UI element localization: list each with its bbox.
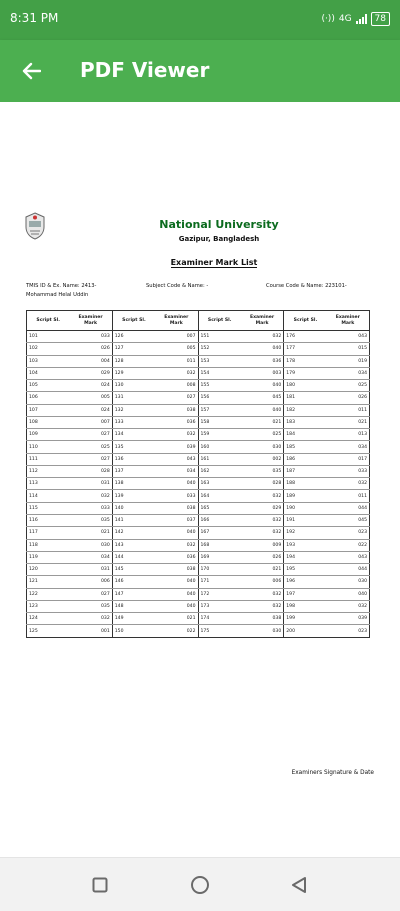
examiner-mark-cell: 011: [327, 490, 370, 502]
navigation-bar: [0, 857, 400, 911]
script-serial-cell: 108: [27, 416, 70, 428]
examiner-mark-cell: 031: [69, 564, 112, 576]
examiner-mark-cell: 035: [241, 465, 284, 477]
examiner-mark-cell: 033: [69, 331, 112, 343]
circle-icon: [190, 875, 210, 895]
examiner-mark-cell: 006: [69, 576, 112, 588]
examiner-mark-cell: 005: [155, 343, 198, 355]
status-icons: [321, 10, 390, 28]
examiner-mark-cell: 028: [69, 465, 112, 477]
examiner-mark-cell: 032: [241, 588, 284, 600]
script-serial-cell: 129: [112, 367, 155, 379]
examiner-mark-cell: 032: [155, 367, 198, 379]
table-row: [27, 404, 370, 416]
examiner-mark-cell: 004: [69, 355, 112, 367]
script-serial-cell: 105: [27, 380, 70, 392]
examiner-mark-cell: 021: [241, 416, 284, 428]
script-serial-cell: 199: [284, 613, 327, 625]
table-row: [27, 514, 370, 526]
examiner-mark-cell: 039: [327, 613, 370, 625]
arrow-left-icon: [21, 62, 41, 80]
examiner-mark-cell: 032: [327, 600, 370, 612]
examiner-mark-cell: 030: [69, 539, 112, 551]
script-serial-cell: 147: [112, 588, 155, 600]
script-serial-cell: 126: [112, 331, 155, 343]
examiner-mark-cell: 040: [241, 404, 284, 416]
script-serial-cell: 124: [27, 613, 70, 625]
examiner-mark-cell: 045: [241, 392, 284, 404]
examiner-mark-cell: 032: [69, 613, 112, 625]
script-serial-cell: 159: [198, 429, 241, 441]
tmis-line-2: Mohammad Helal Uddin: [26, 292, 89, 298]
table-row: [27, 453, 370, 465]
examiner-mark-cell: 032: [241, 527, 284, 539]
script-serial-cell: 121: [27, 576, 70, 588]
triangle-back-icon: [291, 876, 307, 894]
script-serial-cell: 155: [198, 380, 241, 392]
column-header: Examiner Mark: [155, 311, 198, 331]
table-row: [27, 367, 370, 379]
script-serial-cell: 142: [112, 527, 155, 539]
system-back-button[interactable]: [286, 873, 312, 897]
examiner-mark-cell: 027: [69, 453, 112, 465]
examiner-mark-cell: 040: [155, 588, 198, 600]
script-serial-cell: 115: [27, 502, 70, 514]
examiner-mark-cell: 040: [155, 527, 198, 539]
script-serial-cell: 139: [112, 490, 155, 502]
script-serial-cell: 101: [27, 331, 70, 343]
table-row: [27, 416, 370, 428]
script-serial-cell: 117: [27, 527, 70, 539]
examiner-mark-cell: 035: [69, 600, 112, 612]
script-serial-cell: 164: [198, 490, 241, 502]
script-serial-cell: 195: [284, 564, 327, 576]
examiner-mark-cell: 032: [241, 490, 284, 502]
signature-label: Examiners Signature & Date: [291, 770, 374, 776]
examiner-mark-cell: 035: [69, 514, 112, 526]
recent-apps-button[interactable]: [87, 873, 113, 897]
script-serial-cell: 161: [198, 453, 241, 465]
examiner-mark-cell: 025: [327, 380, 370, 392]
script-serial-cell: 190: [284, 502, 327, 514]
script-serial-cell: 171: [198, 576, 241, 588]
examiner-mark-cell: 023: [327, 625, 370, 638]
document-title: [18, 258, 380, 267]
script-serial-cell: 152: [198, 343, 241, 355]
examiner-mark-cell: 005: [69, 392, 112, 404]
script-serial-cell: 198: [284, 600, 327, 612]
examiner-mark-cell: 027: [69, 588, 112, 600]
column-header: Examiner Mark: [69, 311, 112, 331]
examiner-mark-cell: 006: [241, 576, 284, 588]
examiner-mark-cell: 025: [241, 429, 284, 441]
examiner-mark-cell: 026: [69, 343, 112, 355]
examiner-mark-cell: 036: [155, 551, 198, 563]
script-serial-cell: 183: [284, 416, 327, 428]
square-icon: [92, 877, 108, 893]
table-row: [27, 343, 370, 355]
examiner-mark-cell: 032: [69, 490, 112, 502]
script-serial-cell: 187: [284, 465, 327, 477]
examiner-mark-cell: 021: [69, 527, 112, 539]
script-serial-cell: 192: [284, 527, 327, 539]
script-serial-cell: 131: [112, 392, 155, 404]
battery-icon: 78: [371, 12, 390, 26]
mark-rows: [27, 331, 370, 638]
script-serial-cell: 196: [284, 576, 327, 588]
examiner-mark-cell: 007: [155, 331, 198, 343]
examiner-mark-cell: 029: [241, 502, 284, 514]
examiner-mark-cell: 036: [241, 355, 284, 367]
examiner-mark-cell: 032: [241, 600, 284, 612]
script-serial-cell: 123: [27, 600, 70, 612]
tmis-info: [26, 282, 136, 300]
script-serial-cell: 146: [112, 576, 155, 588]
script-serial-cell: 185: [284, 441, 327, 453]
examiner-mark-cell: 024: [69, 404, 112, 416]
subject-info: Subject Code & Name: -: [146, 283, 209, 289]
script-serial-cell: 153: [198, 355, 241, 367]
script-serial-cell: 128: [112, 355, 155, 367]
table-row: [27, 576, 370, 588]
examiner-mark-cell: 043: [327, 551, 370, 563]
table-row: [27, 527, 370, 539]
script-serial-cell: 132: [112, 404, 155, 416]
examiner-mark-cell: 003: [241, 367, 284, 379]
script-serial-cell: 116: [27, 514, 70, 526]
script-serial-cell: 176: [284, 331, 327, 343]
script-serial-cell: 172: [198, 588, 241, 600]
script-serial-cell: 138: [112, 478, 155, 490]
examiner-mark-cell: 030: [241, 625, 284, 638]
script-serial-cell: 173: [198, 600, 241, 612]
tmis-line-1: TMIS ID & Ex. Name: 2413-: [26, 283, 97, 289]
column-header: Script Sl.: [27, 311, 70, 331]
examiner-mark-cell: 026: [241, 551, 284, 563]
examiner-mark-cell: 038: [241, 613, 284, 625]
script-serial-cell: 102: [27, 343, 70, 355]
signal-icon: [356, 14, 367, 24]
script-serial-cell: 189: [284, 490, 327, 502]
examiner-mark-cell: 040: [241, 343, 284, 355]
script-serial-cell: 157: [198, 404, 241, 416]
examiner-mark-cell: 026: [327, 392, 370, 404]
examiner-mark-cell: 015: [327, 343, 370, 355]
script-serial-cell: 144: [112, 551, 155, 563]
table-row: [27, 490, 370, 502]
table-header-row: [27, 311, 370, 331]
table-row: [27, 502, 370, 514]
pdf-page: [18, 212, 380, 802]
script-serial-cell: 107: [27, 404, 70, 416]
table-row: [27, 564, 370, 576]
home-button[interactable]: [187, 873, 213, 897]
app-title: PDF Viewer: [80, 58, 210, 82]
examiner-mark-cell: 011: [155, 355, 198, 367]
examiner-mark-cell: 040: [241, 380, 284, 392]
script-serial-cell: 113: [27, 478, 70, 490]
examiner-mark-cell: 036: [155, 416, 198, 428]
column-header: Examiner Mark: [327, 311, 370, 331]
script-serial-cell: 167: [198, 527, 241, 539]
mark-table: [26, 310, 370, 638]
examiner-mark-cell: 008: [155, 380, 198, 392]
script-serial-cell: 181: [284, 392, 327, 404]
examiner-mark-cell: 034: [327, 441, 370, 453]
examiner-mark-cell: 032: [155, 539, 198, 551]
examiner-mark-cell: 037: [155, 514, 198, 526]
table-row: [27, 613, 370, 625]
script-serial-cell: 186: [284, 453, 327, 465]
university-name: National University: [159, 218, 279, 231]
script-serial-cell: 178: [284, 355, 327, 367]
examiner-mark-cell: 011: [327, 404, 370, 416]
column-header: Examiner Mark: [241, 311, 284, 331]
script-serial-cell: 191: [284, 514, 327, 526]
document-title-text: Examiner Mark List: [170, 258, 258, 267]
examiner-mark-cell: 034: [155, 465, 198, 477]
examiner-mark-cell: 032: [241, 331, 284, 343]
examiner-mark-cell: 038: [155, 502, 198, 514]
column-header: Script Sl.: [284, 311, 327, 331]
examiner-mark-cell: 033: [69, 502, 112, 514]
script-serial-cell: 179: [284, 367, 327, 379]
script-serial-cell: 170: [198, 564, 241, 576]
script-serial-cell: 163: [198, 478, 241, 490]
script-serial-cell: 150: [112, 625, 155, 638]
script-serial-cell: 166: [198, 514, 241, 526]
script-serial-cell: 111: [27, 453, 70, 465]
script-serial-cell: 197: [284, 588, 327, 600]
script-serial-cell: 180: [284, 380, 327, 392]
script-serial-cell: 119: [27, 551, 70, 563]
script-serial-cell: 141: [112, 514, 155, 526]
script-serial-cell: 188: [284, 478, 327, 490]
examiner-mark-cell: 030: [327, 576, 370, 588]
table-row: [27, 551, 370, 563]
script-serial-cell: 127: [112, 343, 155, 355]
examiner-mark-cell: 043: [155, 453, 198, 465]
script-serial-cell: 184: [284, 429, 327, 441]
status-bar: [0, 0, 400, 40]
examiner-mark-cell: 040: [155, 478, 198, 490]
script-serial-cell: 162: [198, 465, 241, 477]
table-row: [27, 355, 370, 367]
script-serial-cell: 136: [112, 453, 155, 465]
script-serial-cell: 169: [198, 551, 241, 563]
examiner-mark-cell: 028: [241, 478, 284, 490]
script-serial-cell: 110: [27, 441, 70, 453]
script-serial-cell: 200: [284, 625, 327, 638]
examiner-mark-cell: 029: [69, 367, 112, 379]
script-serial-cell: 145: [112, 564, 155, 576]
script-serial-cell: 174: [198, 613, 241, 625]
table-row: [27, 625, 370, 638]
script-serial-cell: 160: [198, 441, 241, 453]
examiner-mark-cell: 039: [155, 441, 198, 453]
examiner-mark-cell: 044: [327, 564, 370, 576]
status-time: 8:31 PM: [10, 11, 59, 25]
script-serial-cell: 112: [27, 465, 70, 477]
examiner-mark-cell: 021: [155, 613, 198, 625]
examiner-mark-cell: 038: [155, 404, 198, 416]
examiner-mark-cell: 034: [69, 551, 112, 563]
script-serial-cell: 134: [112, 429, 155, 441]
script-serial-cell: 106: [27, 392, 70, 404]
university-location: Gazipur, Bangladesh: [178, 235, 260, 243]
table-row: [27, 478, 370, 490]
table-row: [27, 380, 370, 392]
script-serial-cell: 168: [198, 539, 241, 551]
script-serial-cell: 104: [27, 367, 70, 379]
script-serial-cell: 109: [27, 429, 70, 441]
script-serial-cell: 165: [198, 502, 241, 514]
table-row: [27, 588, 370, 600]
app-bar: [0, 40, 400, 102]
examiner-mark-cell: 030: [241, 441, 284, 453]
examiner-mark-cell: 025: [69, 441, 112, 453]
script-serial-cell: 120: [27, 564, 70, 576]
examiner-mark-cell: 023: [327, 527, 370, 539]
script-serial-cell: 193: [284, 539, 327, 551]
network-type: 4G: [338, 14, 352, 24]
examiner-mark-cell: 034: [327, 367, 370, 379]
examiner-mark-cell: 017: [327, 453, 370, 465]
table-row: [27, 441, 370, 453]
examiner-mark-cell: 021: [241, 564, 284, 576]
examiner-mark-cell: 009: [241, 539, 284, 551]
examiner-mark-cell: 038: [155, 564, 198, 576]
course-info: Course Code & Name: 223101-: [266, 283, 347, 289]
examiner-mark-cell: 032: [241, 514, 284, 526]
examiner-mark-cell: 002: [241, 453, 284, 465]
script-serial-cell: 118: [27, 539, 70, 551]
examiner-mark-cell: 033: [155, 490, 198, 502]
script-serial-cell: 114: [27, 490, 70, 502]
script-serial-cell: 130: [112, 380, 155, 392]
script-serial-cell: 103: [27, 355, 70, 367]
column-header: Script Sl.: [112, 311, 155, 331]
examiner-mark-cell: 022: [327, 539, 370, 551]
examiner-mark-cell: 031: [69, 478, 112, 490]
script-serial-cell: 158: [198, 416, 241, 428]
examiner-mark-cell: 032: [327, 478, 370, 490]
script-serial-cell: 175: [198, 625, 241, 638]
table-row: [27, 392, 370, 404]
examiner-mark-cell: 022: [155, 625, 198, 638]
script-serial-cell: 133: [112, 416, 155, 428]
script-serial-cell: 140: [112, 502, 155, 514]
script-serial-cell: 177: [284, 343, 327, 355]
script-serial-cell: 149: [112, 613, 155, 625]
examiner-mark-cell: 027: [155, 392, 198, 404]
examiner-mark-cell: 024: [69, 380, 112, 392]
examiner-mark-cell: 007: [69, 416, 112, 428]
script-serial-cell: 154: [198, 367, 241, 379]
table-row: [27, 331, 370, 343]
column-header: Script Sl.: [198, 311, 241, 331]
examiner-mark-cell: 001: [69, 625, 112, 638]
script-serial-cell: 143: [112, 539, 155, 551]
examiner-mark-cell: 040: [327, 588, 370, 600]
examiner-mark-cell: 040: [155, 576, 198, 588]
hotspot-icon: (·)): [321, 14, 335, 24]
pdf-viewport[interactable]: [0, 102, 400, 857]
script-serial-cell: 125: [27, 625, 70, 638]
examiner-mark-cell: 045: [327, 514, 370, 526]
table-row: [27, 539, 370, 551]
examiner-mark-cell: 019: [327, 355, 370, 367]
table-row: [27, 465, 370, 477]
back-button[interactable]: [12, 53, 50, 89]
script-serial-cell: 151: [198, 331, 241, 343]
script-serial-cell: 137: [112, 465, 155, 477]
table-row: [27, 429, 370, 441]
script-serial-cell: 182: [284, 404, 327, 416]
script-serial-cell: 135: [112, 441, 155, 453]
table-row: [27, 600, 370, 612]
examiner-mark-cell: 013: [327, 429, 370, 441]
script-serial-cell: 156: [198, 392, 241, 404]
examiner-mark-cell: 027: [69, 429, 112, 441]
examiner-mark-cell: 043: [327, 331, 370, 343]
examiner-mark-cell: 033: [327, 465, 370, 477]
script-serial-cell: 122: [27, 588, 70, 600]
script-serial-cell: 148: [112, 600, 155, 612]
examiner-mark-cell: 032: [155, 429, 198, 441]
examiner-mark-cell: 040: [155, 600, 198, 612]
examiner-mark-cell: 021: [327, 416, 370, 428]
script-serial-cell: 194: [284, 551, 327, 563]
examiner-mark-cell: 044: [327, 502, 370, 514]
